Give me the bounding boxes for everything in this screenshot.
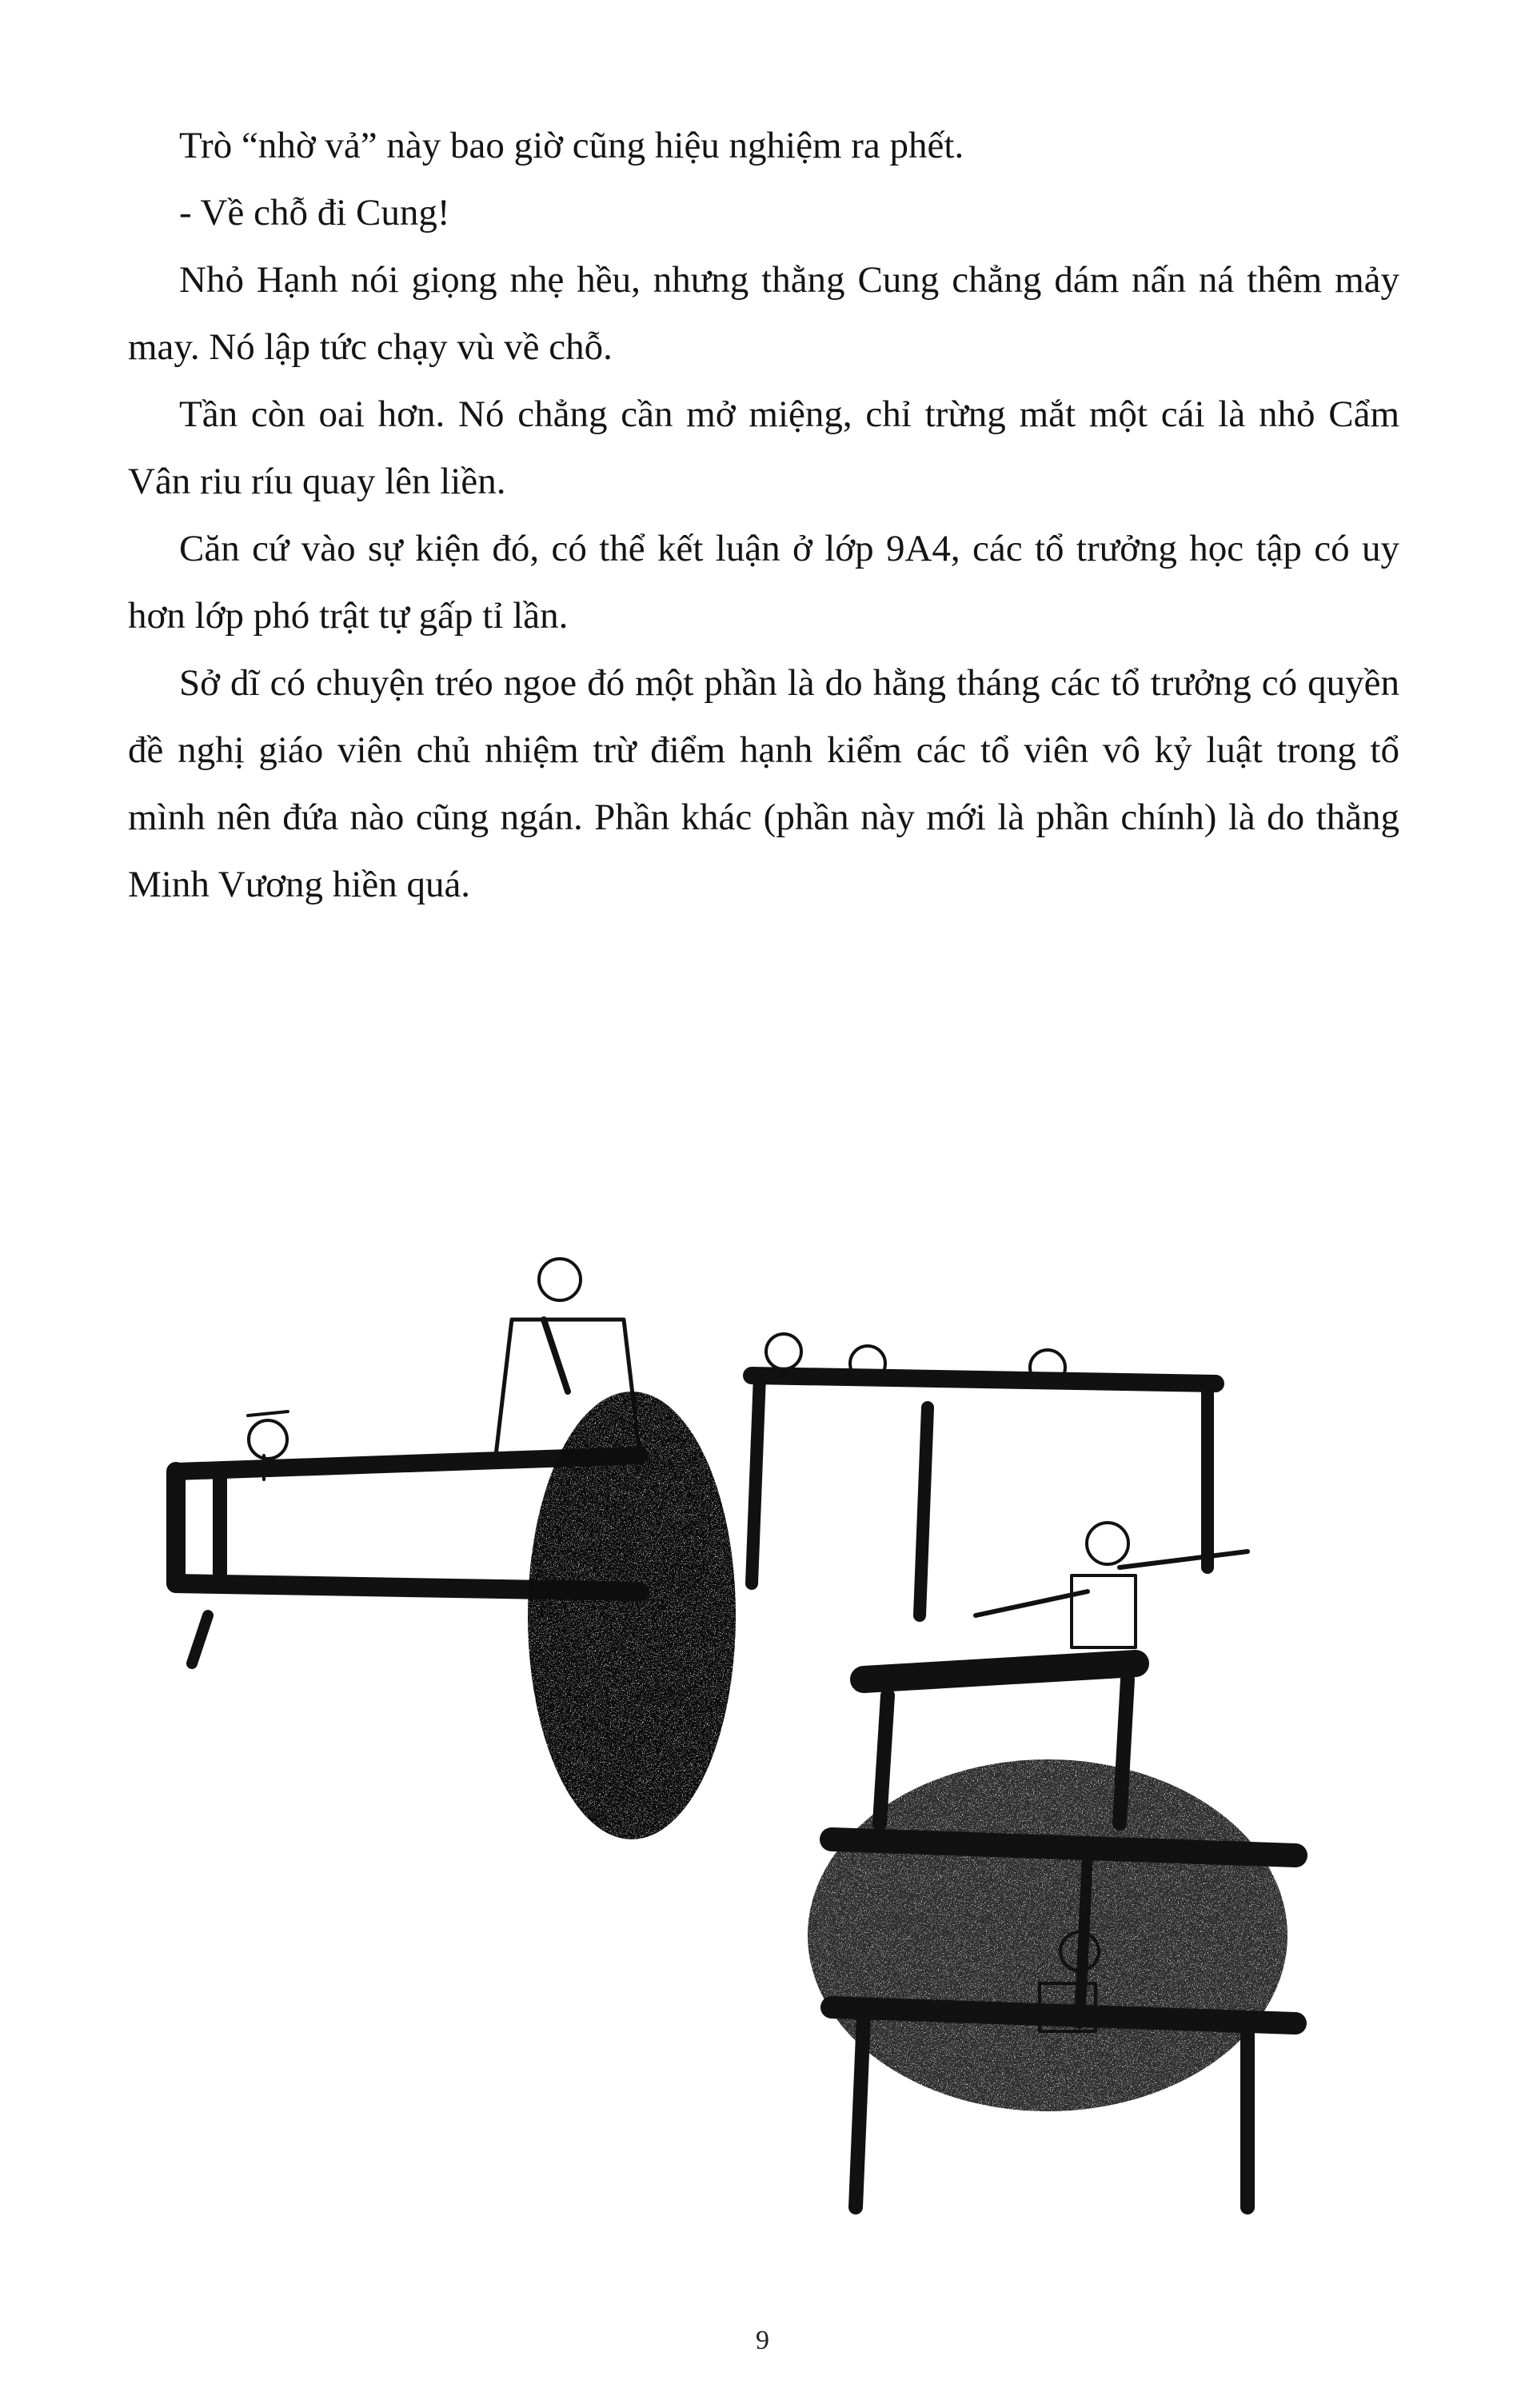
paragraph-2: - Về chỗ đi Cung!: [179, 192, 450, 234]
paragraph-1: Trò “nhờ vả” này bao giờ cũng hiệu nghiệm ra phết.: [179, 125, 964, 166]
classroom-illustration: [144, 1216, 1391, 2231]
paragraph-6: Sở dĩ có chuyện tréo ngoe đó một phần là do hằng tháng các tổ trưởng có quyền đề nghị giáo viên chủ nhiệm trừ điểm hạnh kiểm các tổ viên vô kỷ luật trong tổ mình nên đứa nào cũng ngán. Phần khác (phần này mới là phần chính) là do thằng Minh Vương hiền quá.: [128, 662, 1399, 905]
paragraph-3: Nhỏ Hạnh nói giọng nhẹ hều, nhưng thằng Cung chẳng dám nấn ná thêm mảy may. Nó lập tức chạy vù về chỗ.: [128, 259, 1399, 368]
body-text: [128, 112, 1399, 918]
paragraph-4: Tần còn oai hơn. Nó chẳng cần mở miệng, chỉ trừng mắt một cái là nhỏ Cẩm Vân riu ríu quay lên liền.: [128, 393, 1399, 502]
paragraph-5: Căn cứ vào sự kiện đó, có thể kết luận ở lớp 9A4, các tổ trưởng học tập có uy hơn lớp phó trật tự gấp tỉ lần.: [128, 528, 1399, 637]
page-number: 9: [756, 2326, 769, 2355]
